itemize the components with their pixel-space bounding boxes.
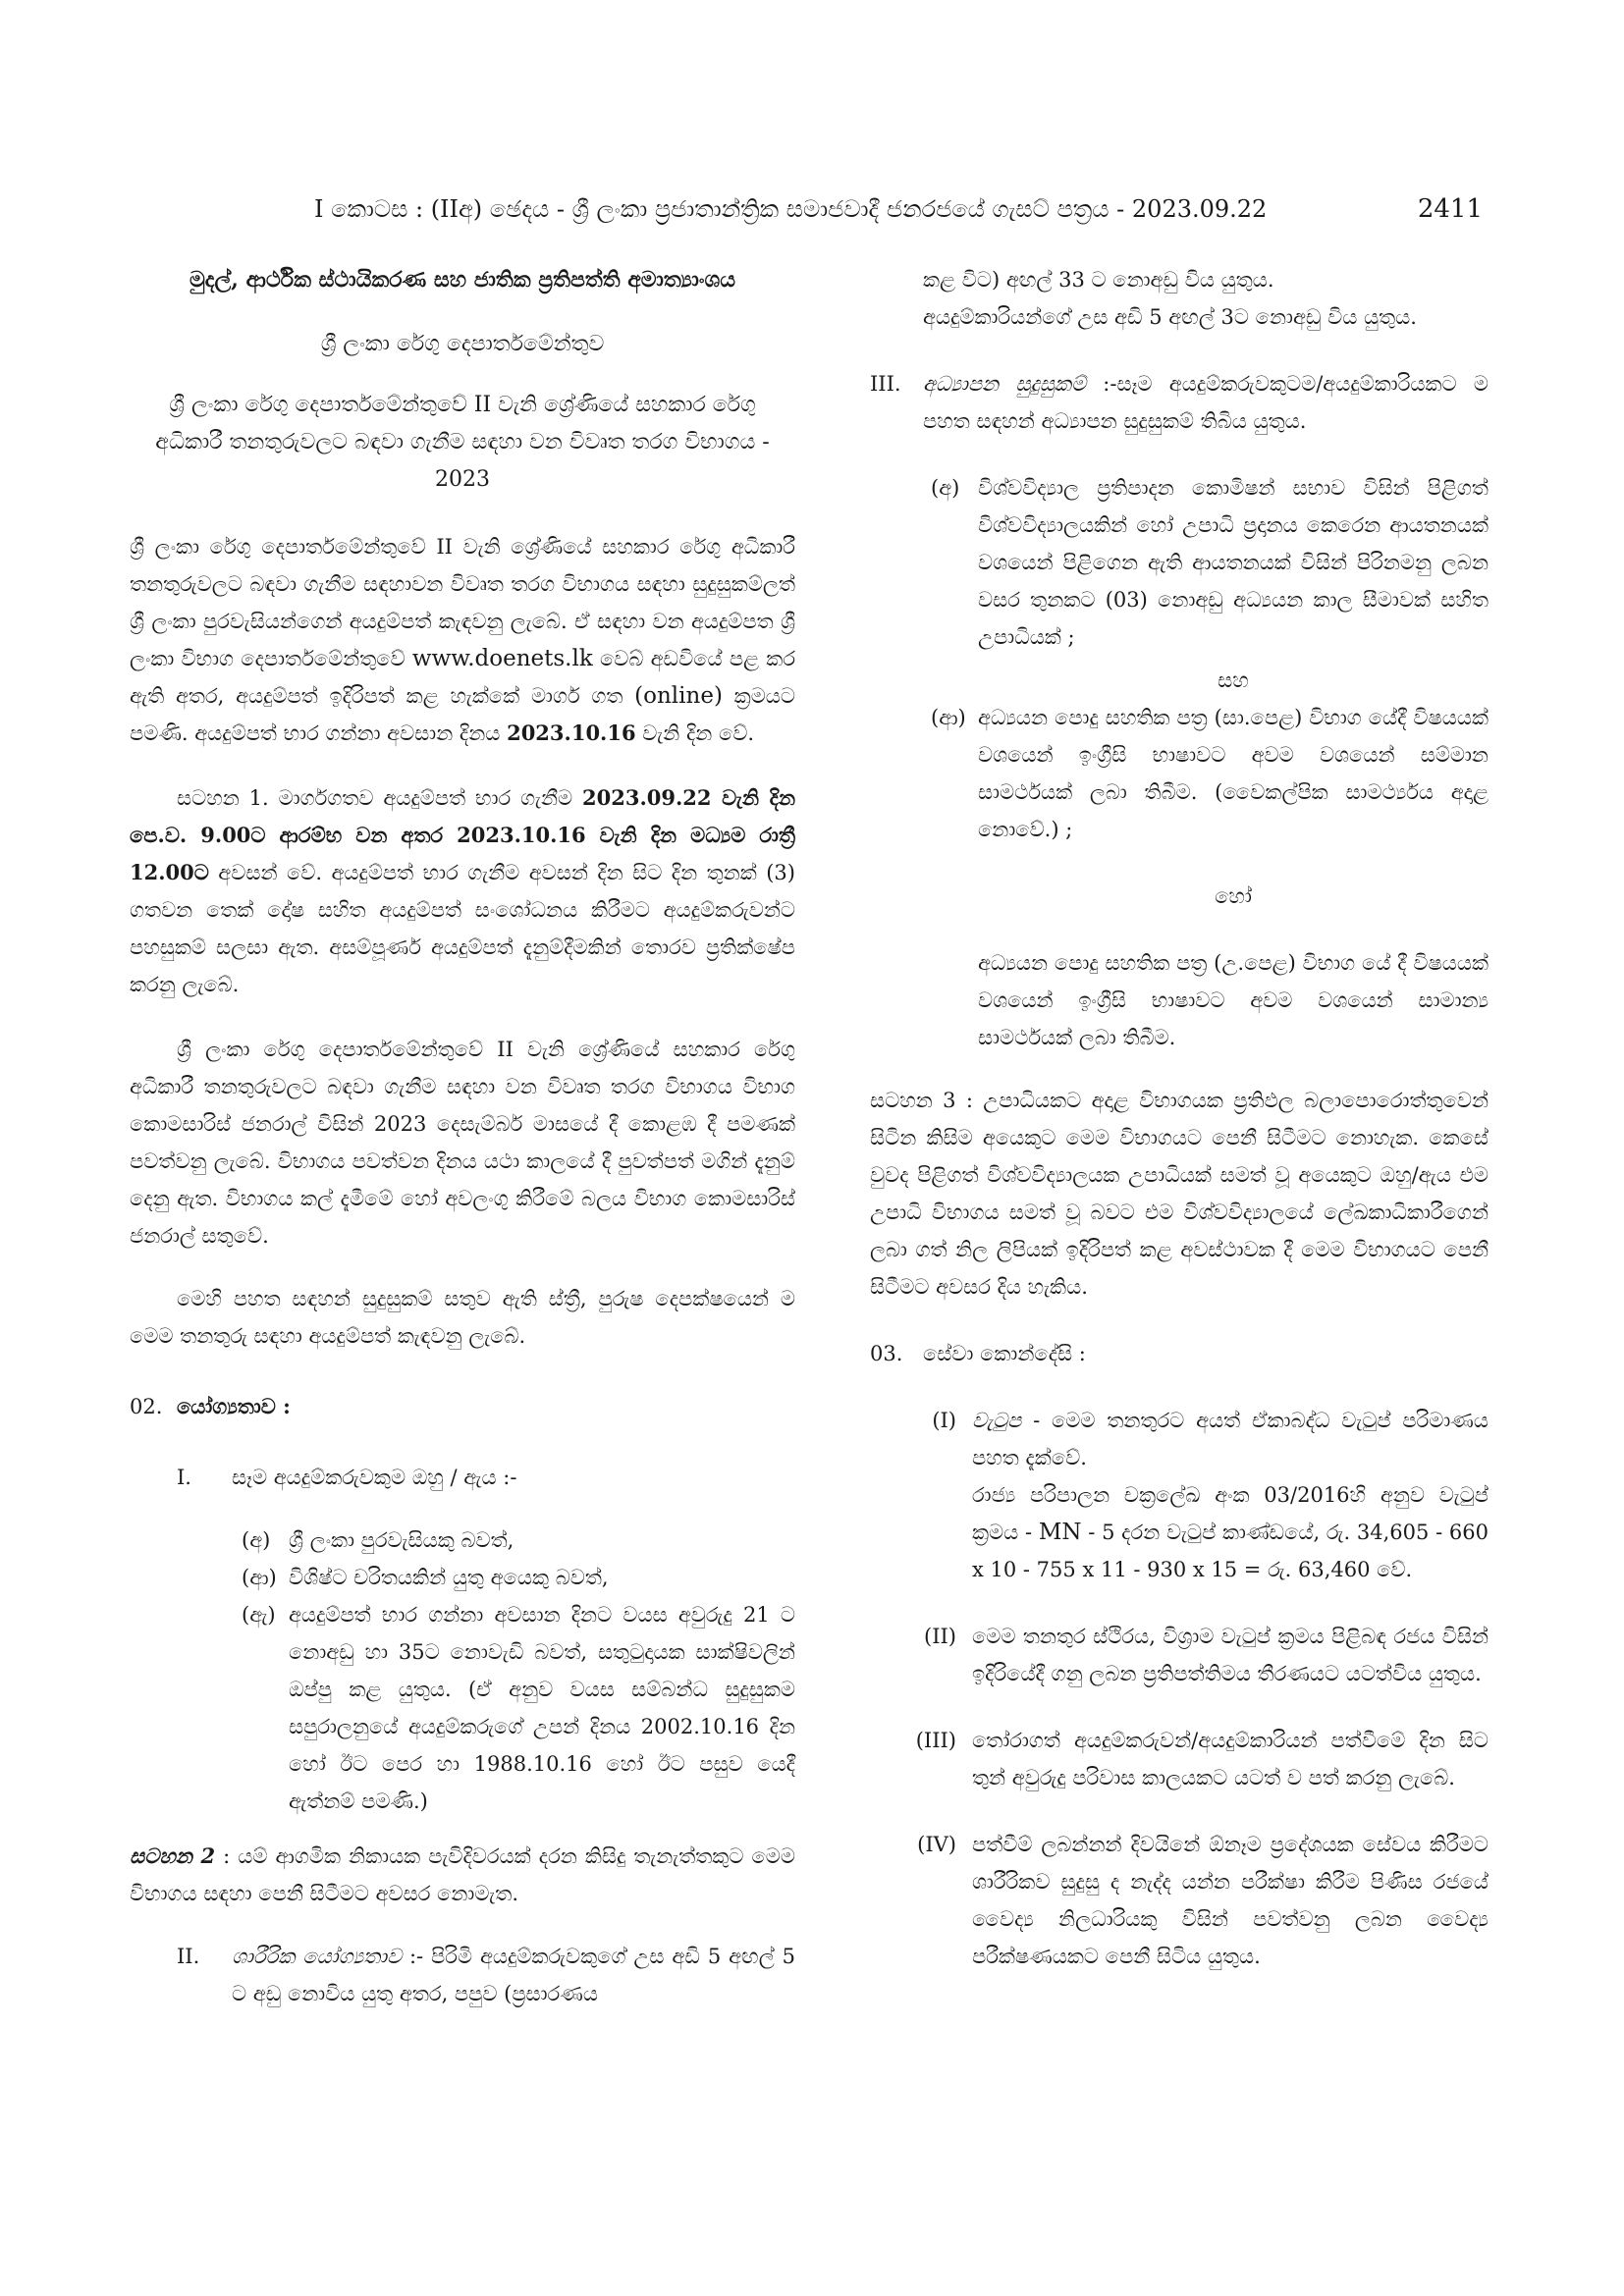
- page-header: [314, 192, 1483, 226]
- or-connector: හෝ: [1215, 884, 1252, 908]
- list-item: (අ) ශ්‍රී ලංකා පුරවැසියකු බවත්,: [242, 1528, 514, 1552]
- intro-paragraph: ශ්‍රී ලංකා රේගු දෙපාර්තමේන්තුවේ II වැනි ශ්‍රේණියේ සහකාර රේගු අධිකාරී තනතුරුවලට බඳවා ගැනීම සඳහාවන විවෘත තරග විභාගය සඳහා සුදුසුකම්ලත් ශ්‍රී ලංකා පුරවැසියන්ගෙන් අයදුම්පත් කැඳවනු ලැබේ. ඒ සඳහා වන අයදුම්පත ශ්‍රී ලංකා විභාග දෙපාර්තමේන්තුවේ www.doenets.lk වෙබ් අඩවියේ පළ කර ඇති අතර, අයදුම්පත් ඉදිරිපත් කළ හැක්කේ මාර්ග ගත (online) ක්‍රමයට පමණි. අයදුම්පත් භාර ගන්නා අවසාන දිනය 2023.10.16 වැනි දින වේ.: [130, 535, 796, 745]
- service-item-i: (I) වැටුප - මෙම තනතුරට අයත් ඒකාබද්ධ වැටුප් පරිමාණය පහත දැක්වේ. රාජ්‍ය පරිපාලන චක්‍රලේඛ අංක 03/2016හි අනුව වැටුප් ක්‍රමය - MN - 5 දරන වැටුප් කාණ්ඩයේ, රු. 34,605 - 660 x 10 - 755 x 11 - 930 x 15 = රු. 63,460 වේ.: [932, 1409, 1489, 1581]
- section-03-heading: 03. සේවා කොන්දේසි :: [870, 1342, 1086, 1365]
- clause-ii: II. ශාරීරික යෝග්‍යතාව :- පිරිමි අයදුම්කරුවකුගේ උස අඩි 5 අඟල් 5 ට අඩු නොවිය යුතු අතර, පපුව (ප්‍රසාරණය: [177, 1945, 795, 2005]
- note-2: සටහන 2 : යම් ආගමික නිකායක පැවිදිවරයක් දරන කිසිදු තැනැත්තකුට මෙම විභාගය සඳහා පෙනී සිටීමට අවසර නොමැත.: [130, 1843, 795, 1905]
- female-height: අයදුම්කාරියන්ගේ උස අඩි 5 අඟල් 3ට නොඅඩු විය යුතුය.: [923, 305, 1417, 329]
- note-1: සටහන 1. මාර්ගගතව අයදුම්පත් භාර ගැනීම 2023.09.22 වැනි දින පෙ.ව. 9.00ට ආරම්භ වන අතර 2023.10.16 වැනි දින මධ්‍යම රාත්‍රී 12.00ට අවසන් වේ. අයදුම්පත් භාර ගැනීම අවසන් දින සිට දින තුනක් (3) ගතවන තෙක් දෝෂ සහිත අයදුම්පත් සංශෝධනය කිරීමට අයදුම්කරුවන්ට පහසුකම් සලසා ඇත. අසම්පූර්ණ අයදුම්පත් දැනුම්දීමකින් තොරව ප්‍රතික්ෂේප කරනු ලැබේ.: [130, 785, 796, 996]
- service-item-iii: (III) තෝරාගත් අයදුම්කරුවන්/අයදුම්කාරියන් පත්වීමේ දින සිට තුන් අවුරුදු පරිවාස කාලයකට යටත් ව පත් කරනු ලැබේ.: [915, 1729, 1489, 1789]
- exam-paragraph: ශ්‍රී ලංකා රේගු දෙපාර්තමේන්තුවේ II වැනි ශ්‍රේණියේ සහකාර රේගු අධිකාරී තනතුරුවලට බඳවා ගැනීම සඳහා වන විවෘත තරග විභාගය විභාග කොමසාරිස් ජනරාල් විසින් 2023 දෙසැම්බර් මාසයේ දී කොළඹ දී පමණක් පවත්වනු ලැබේ. විභාගය පවත්වන දිනය යථා කාලයේ දී පුවත්පත් මගින් දැනුම් දෙනු ඇත. විභාගය කල් දැමීමේ හෝ අවලංගු කිරීමේ බලය විභාග කොමසාරිස් ජනරාල් සතුවේ.: [130, 1038, 795, 1248]
- closing-date: 2023.10.16: [507, 721, 636, 745]
- edu-item-c: අධ්‍යයන පොදු සහතික පත්‍ර (උ.පෙළ) විභාග යේ දී විෂයයක් වශයෙන් ඉංග්‍රීසි භාෂාවට අවම වශයෙන් සාමාන්‍ය සාමර්ථයක් ලබා තිබීම.: [978, 951, 1489, 1049]
- right-column: [870, 261, 1489, 1975]
- section-02-heading: 02. යෝග්‍යතාව :: [130, 1394, 291, 1418]
- and-connector: සහ: [1218, 668, 1249, 692]
- edu-item-b: (ආ) අධ්‍යයන පොදු සහතික පත්‍ර (සා.පෙළ) විභාග යේදී විෂයයක් වශයෙන් ඉංග්‍රීසි භාෂාවට අවම වශයෙන් සම්මාන සාමර්ථයක් ලබා තිබීම. (වෛකල්පික සාමර්ථ්‍යය අදාළ නොවේ.) ;: [931, 706, 1489, 841]
- clause-iii: III. අධ්‍යාපන සුදුසුකම් :-සෑම අයදුම්කරුවකුටම/අයදුම්කාරියකට ම පහත සඳහන් අධ්‍යාපන සුදුසුකම් තිබිය යුතුය.: [870, 372, 1489, 433]
- eligibility-paragraph: මෙහි පහත සඳහන් සුදුසුකම් සතුව ඇති ස්ත්‍රී, පුරුෂ දෙපක්ෂයෙන් ම මෙම තනතුරු සඳහා අයදුම්පත් කැඳවනු ලැබේ.: [130, 1287, 795, 1348]
- note-3: සටහන 3 : උපාධියකට අදාළ විභාගයක ප්‍රතිඵල බලාපොරොත්තුවෙන් සිටින කිසිම අයෙකුට මෙම විභාගයට පෙනී සිටීමට නොහැක. කෙසේ වුවද පිළිගත් විශ්වවිද්‍යාලයක උපාධියක් සමත් වූ අයෙකුට ඔහු/ඇය එම උපාධි විභාගය සමත් වූ බවට එම විශ්වවිද්‍යාලයේ ලේඛකාධිකාරීගෙන් ලබා ගත් නිල ලිපියක් ඉදිරිපත් කළ අවස්ථාවක දී මෙම විභාගයට පෙනී සිටීමට අවසර දිය හැකිය.: [870, 1089, 1489, 1299]
- clause-i-items: [130, 1522, 795, 1820]
- department-heading: ශ්‍රී ලංකා රේගු දෙපාර්තමේන්තුව: [320, 332, 605, 356]
- edu-item-a: (අ) විශ්වවිද්‍යාල ප්‍රතිපාදන කොමිෂන් සභාව විසින් පිළිගත් විශ්වවිද්‍යාලයකින් හෝ උපාධි ප්‍රදානය කෙරෙන ආයතනයක් වශයෙන් පිළිගෙන ඇති ආයතනයක් විසින් පිරිනමනු ලබන වසර තුනකට (03) නොඅඩු අධ්‍යයන කාල සීමාවක් සහිත උපාධියක් ;: [931, 476, 1489, 649]
- height-continued: කළ විට) අඟල් 33 ට නොඅඩු විය යුතුය.: [923, 268, 1274, 292]
- ministry-heading: මුදල්, ආර්ථික ස්ථායිකරණ සහ ජාතික ප්‍රතිපත්ති අමාත්‍යාංශය: [189, 267, 736, 293]
- service-item-iv: (IV) පත්වීම් ලබන්නන් දිවයිනේ ඕනෑම ප්‍රදේශයක සේවය කිරීමට ශාරීරිකව සුදුසු ද නැද්ද යන්න පරීක්ෂා කිරීම පිණිස රජයේ වෛද්‍ය නිලධාරියකු විසින් පවත්වනු ලබන වෛද්‍ය පරීක්ෂණයකට පෙනී සිටිය යුතුය.: [917, 1833, 1489, 1968]
- notice-title: ශ්‍රී ලංකා රේගු දෙපාර්තමේන්තුවේ II වැනි ශ්‍රේණියේ සහකාර රේගු අධිකාරී තනතුරුවලට බඳවා ගැනීම සඳහා වන විවෘත තරග විභාගය - 2023: [155, 393, 770, 492]
- website-link[interactable]: www.doenets.lk: [411, 646, 593, 671]
- list-item: (ආ) විශිෂ්ට චරිතයකින් යුතු අයෙකු බවත්,: [242, 1566, 609, 1589]
- left-column: [130, 261, 795, 2012]
- service-item-ii: (II) මෙම තනතුර ස්ථිරය, විශ්‍රාම වැටුප් ක්‍රමය පිළිබඳ රජය විසින් ඉදිරියේදී ගනු ලබන ප්‍රතිපත්තිමය තීරණයට යටත්විය යුතුය.: [924, 1625, 1489, 1685]
- clause-i: I. සෑම අයදුම්කරුවකුම ඔහු / ඇය :-: [177, 1466, 517, 1489]
- page-number: 2411: [1417, 194, 1483, 224]
- header-title: I කොටස : (IIඅ) ඡෙදය - ශ්‍රී ලංකා ප්‍රජාතාන්ත්‍රික සමාජවාදී ජනරජයේ ගැසට් පත්‍රය - 2023.09.22: [314, 195, 1268, 223]
- list-item: (ඇ) අයදුම්පත් භාර ගන්නා අවසාන දිනට වයස අවුරුදු 21 ට නොඅඩු හා 35ට නොවැඩි බවත්, සතුටුදායක සාක්ෂිවලින් ඔප්පු කළ යුතුය. (ඒ අනුව වයස සම්බන්ධ සුදුසුකම සපුරාලනුයේ අයදුම්කරුගේ උපන් දිනය 2002.10.16 දින හෝ ඊට පෙර හා 1988.10.16 හෝ ඊට පසුව යෙදී ඇත්නම් පමණි.): [242, 1603, 795, 1813]
